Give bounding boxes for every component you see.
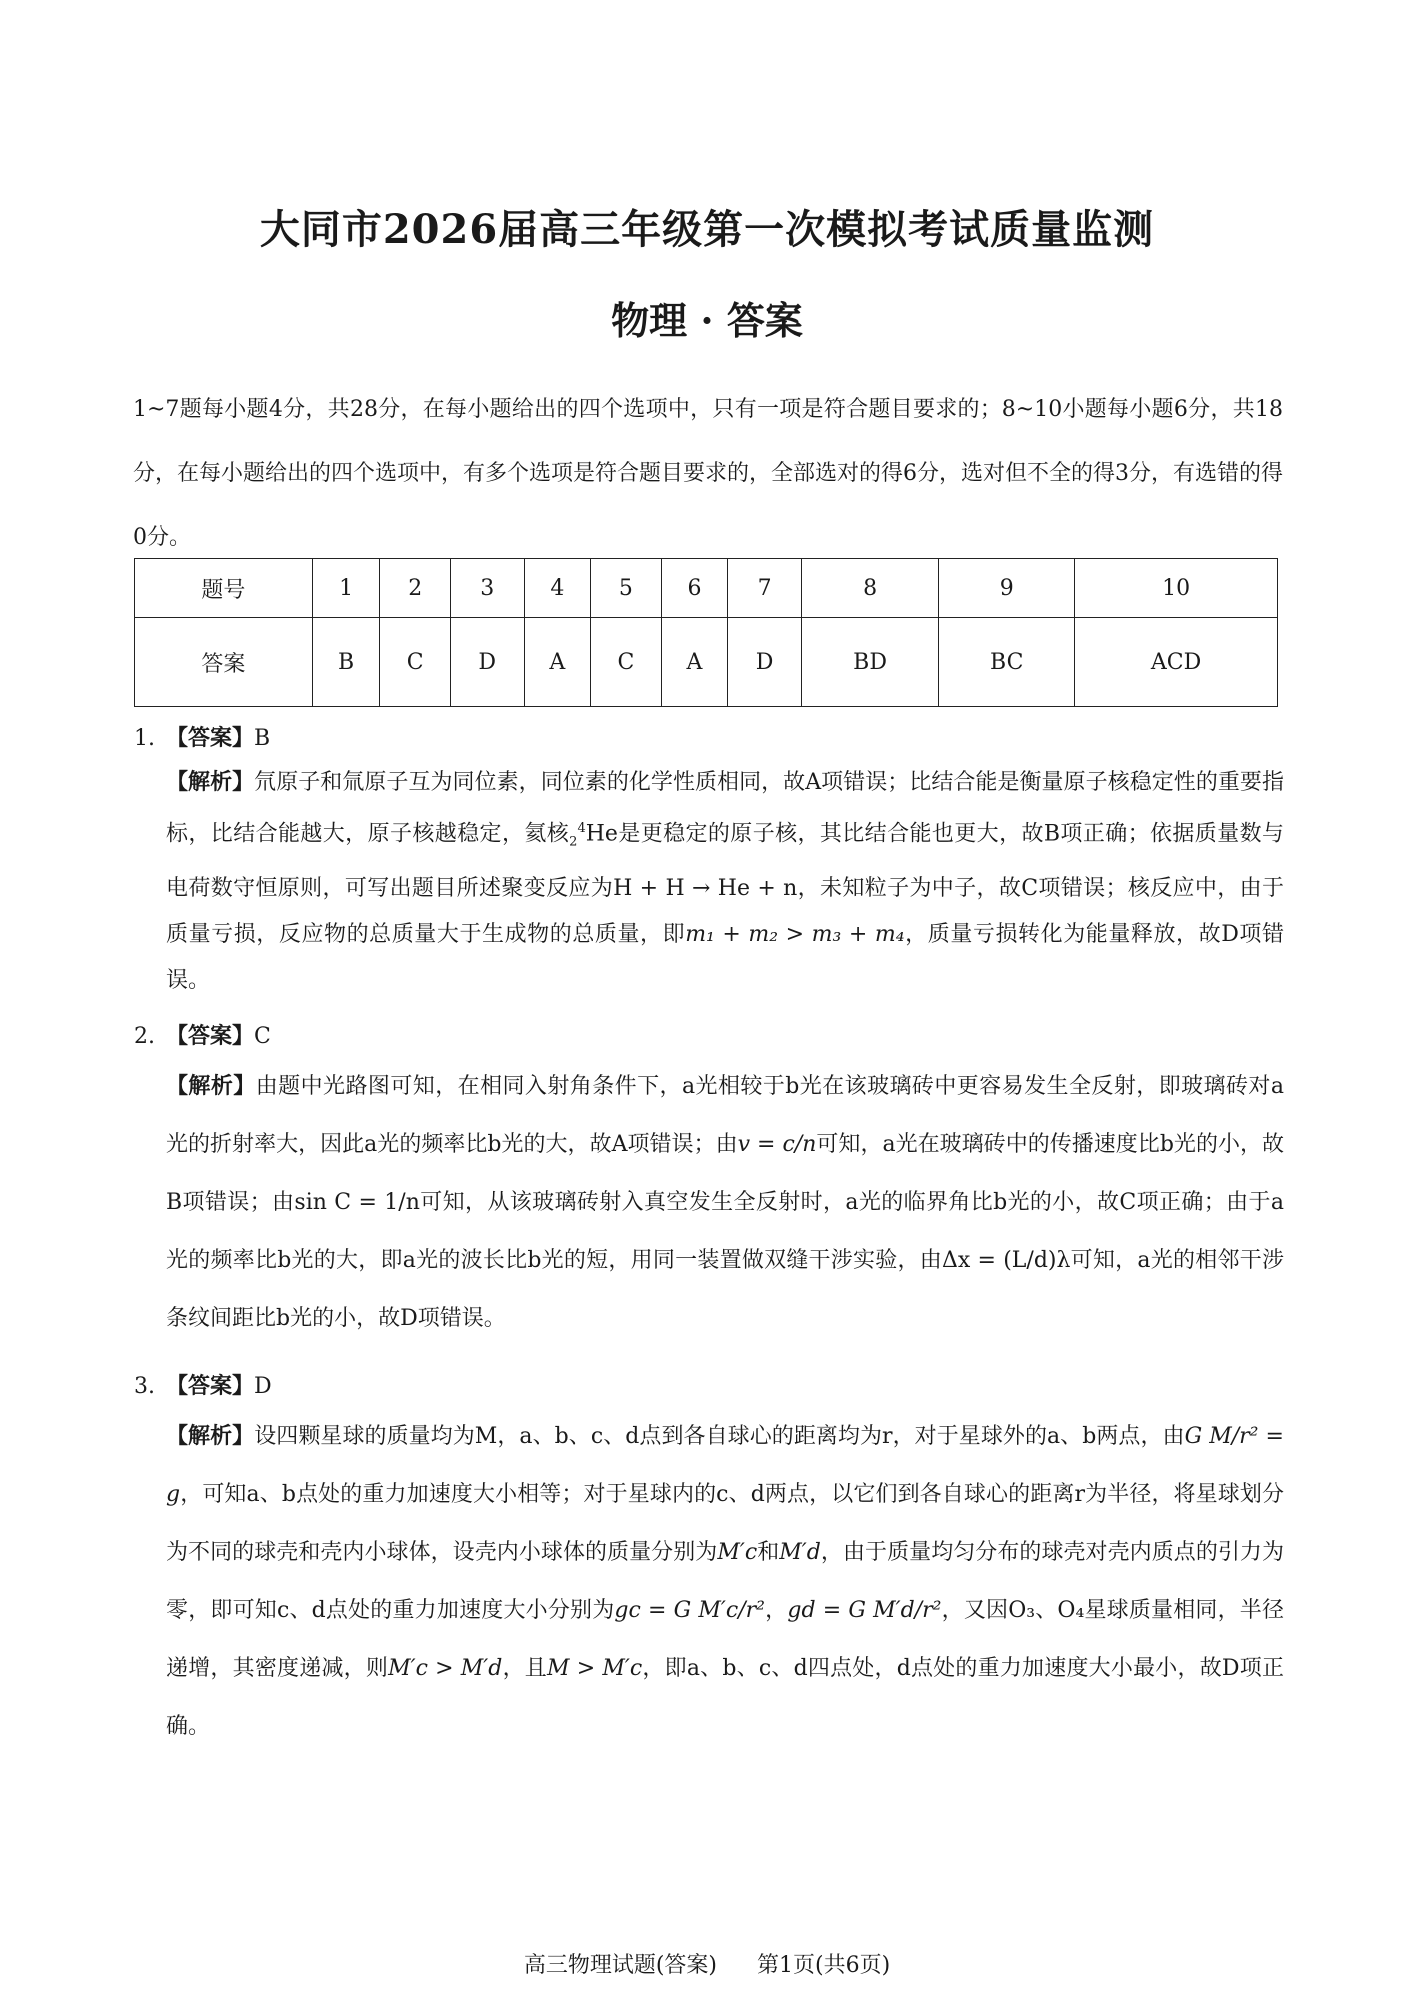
question-number: 4 bbox=[524, 559, 591, 618]
footer-title: 高三物理试题(答案) bbox=[523, 1953, 717, 1978]
question-number-label: 2. bbox=[134, 1024, 155, 1049]
mass-inequality-1: M′c > M′d bbox=[388, 1656, 503, 1681]
question-number: 3 bbox=[450, 559, 524, 618]
analysis-text: 【解析】氘原子和氚原子互为同位素，同位素的化学性质相同，故A项错误；比结合能是衡量原子核稳定性的重要指标，比结合能越大，原子核越稳定，氦核$_2^4$He是更稳定的原子核，其比结合能也更大，故B项正确；依据质量数与电荷数守恒原则，可写出题目所述聚变反应为H + H → He + n，未知粒子为中子，故C项错误；核反应中，由于质量亏损，反应物的总质量大于生成物的总质量，即m₁ + m₂ > m₃ + m₄，质量亏损转化为能量释放，故D项错误。 bbox=[166, 769, 1284, 993]
page-footer bbox=[0, 1948, 1414, 1979]
gravity-formula: G M/r² = g bbox=[166, 1424, 1284, 1507]
answer-row bbox=[135, 618, 1278, 707]
answer-line bbox=[134, 718, 1284, 759]
answer-value: D bbox=[254, 1374, 272, 1399]
analysis-label: 【解析】 bbox=[166, 1423, 255, 1449]
analysis-text: 【解析】由题中光路图可知，在相同入射角条件下，a光相较于b光在该玻璃砖中更容易发生全反射，即玻璃砖对a光的折射率大，因此a光的频率比b光的大，故A项错误；由v = c/n可知，a光在玻璃砖中的传播速度比b光的小，故B项错误；由sin C = 1/n可知，从该玻璃砖射入真空发生全反射时，a光的临界角比b光的小，故C项正确；由于a光的频率比b光的大，即a光的波长比b光的短，用同一装置做双缝干涉实验，由Δx = (L/d)λ可知，a光的相邻干涉条纹间距比b光的小，故D项错误。 bbox=[166, 1073, 1285, 1331]
row-label: 答案 bbox=[135, 618, 313, 707]
answer-label: 【答案】 bbox=[166, 1023, 255, 1049]
answer-cell: BC bbox=[939, 618, 1075, 707]
question-number-row bbox=[135, 559, 1278, 618]
answer-cell: D bbox=[728, 618, 802, 707]
question-1 bbox=[134, 718, 1284, 1004]
answer-cell: D bbox=[450, 618, 524, 707]
question-number: 10 bbox=[1075, 559, 1278, 618]
gd-formula: gd = G M′d/r² bbox=[787, 1598, 942, 1623]
mass-c: M′c bbox=[717, 1540, 758, 1565]
question-number-label: 1. bbox=[134, 726, 155, 751]
question-3 bbox=[134, 1366, 1284, 1756]
question-number: 9 bbox=[939, 559, 1075, 618]
page-title: 大同市2026届高三年级第一次模拟考试质量监测 bbox=[259, 206, 1155, 253]
mass-inequality: m₁ + m₂ > m₃ + m₄ bbox=[685, 921, 905, 947]
question-number: 1 bbox=[312, 559, 380, 618]
page-subtitle: 物理 · 答案 bbox=[611, 298, 803, 343]
answer-cell: ACD bbox=[1075, 618, 1278, 707]
question-number: 5 bbox=[591, 559, 661, 618]
answer-label: 【答案】 bbox=[166, 1373, 255, 1399]
analysis-label: 【解析】 bbox=[166, 769, 255, 795]
question-number: 8 bbox=[801, 559, 938, 618]
fringe-spacing-formula: Δx = (L/d)λ bbox=[942, 1248, 1071, 1273]
footer-page-number: 第1页(共6页) bbox=[757, 1953, 891, 1978]
mass-inequality-2: M > M′c bbox=[547, 1656, 643, 1681]
critical-angle-formula: sin C = 1/n bbox=[294, 1190, 420, 1215]
speed-formula: v = c/n bbox=[737, 1132, 817, 1157]
row-label: 题号 bbox=[135, 559, 313, 618]
question-2 bbox=[134, 1016, 1284, 1348]
answer-cell: C bbox=[380, 618, 450, 707]
answer-cell: A bbox=[524, 618, 591, 707]
answer-table bbox=[134, 558, 1278, 707]
answer-cell: B bbox=[312, 618, 380, 707]
answer-line bbox=[134, 1366, 1284, 1407]
question-number-label: 3. bbox=[134, 1374, 155, 1399]
analysis-text: 【解析】设四颗星球的质量均为M，a、b、c、d点到各自球心的距离均为r，对于星球外的a、b两点，由G M/r² = g，可知a、b点处的重力加速度大小相等；对于星球内的c、d两点，以它们到各自球心的距离r为半径，将星球划分为不同的球壳和壳内小球体，设壳内小球体的质量分别为M′c和M′d，由于质量均匀分布的球壳对壳内质点的引力为零，即可知c、d点处的重力加速度大小分别为gc = G M′c/r²，gd = G M′d/r²，又因O₃、O₄星球质量相同，半径递增，其密度递减，则M′c > M′d，且M > M′c，即a、b、c、d四点处，d点处的重力加速度大小最小，故D项正确。 bbox=[166, 1423, 1284, 1739]
answer-cell: BD bbox=[801, 618, 938, 707]
mass-d: M′d bbox=[779, 1540, 821, 1565]
answer-line bbox=[134, 1016, 1284, 1057]
question-number: 7 bbox=[728, 559, 802, 618]
analysis-label: 【解析】 bbox=[166, 1073, 256, 1099]
question-number: 6 bbox=[661, 559, 728, 618]
answer-cell: C bbox=[591, 618, 661, 707]
answer-value: B bbox=[254, 726, 271, 751]
question-number: 2 bbox=[380, 559, 450, 618]
answer-label: 【答案】 bbox=[166, 725, 255, 751]
fusion-equation: H + H → He + n bbox=[613, 875, 798, 901]
scoring-instructions: 1~7题每小题4分，共28分，在每小题给出的四个选项中，只有一项是符合题目要求的；8~10小题每小题6分，共18分，在每小题给出的四个选项中，有多个选项是符合题目要求的，全部选对的得6分，选对但不全的得3分，有选错的得0分。 bbox=[133, 397, 1283, 550]
gc-formula: gc = G M′c/r² bbox=[614, 1598, 765, 1623]
answer-cell: A bbox=[661, 618, 728, 707]
answer-value: C bbox=[254, 1024, 271, 1049]
